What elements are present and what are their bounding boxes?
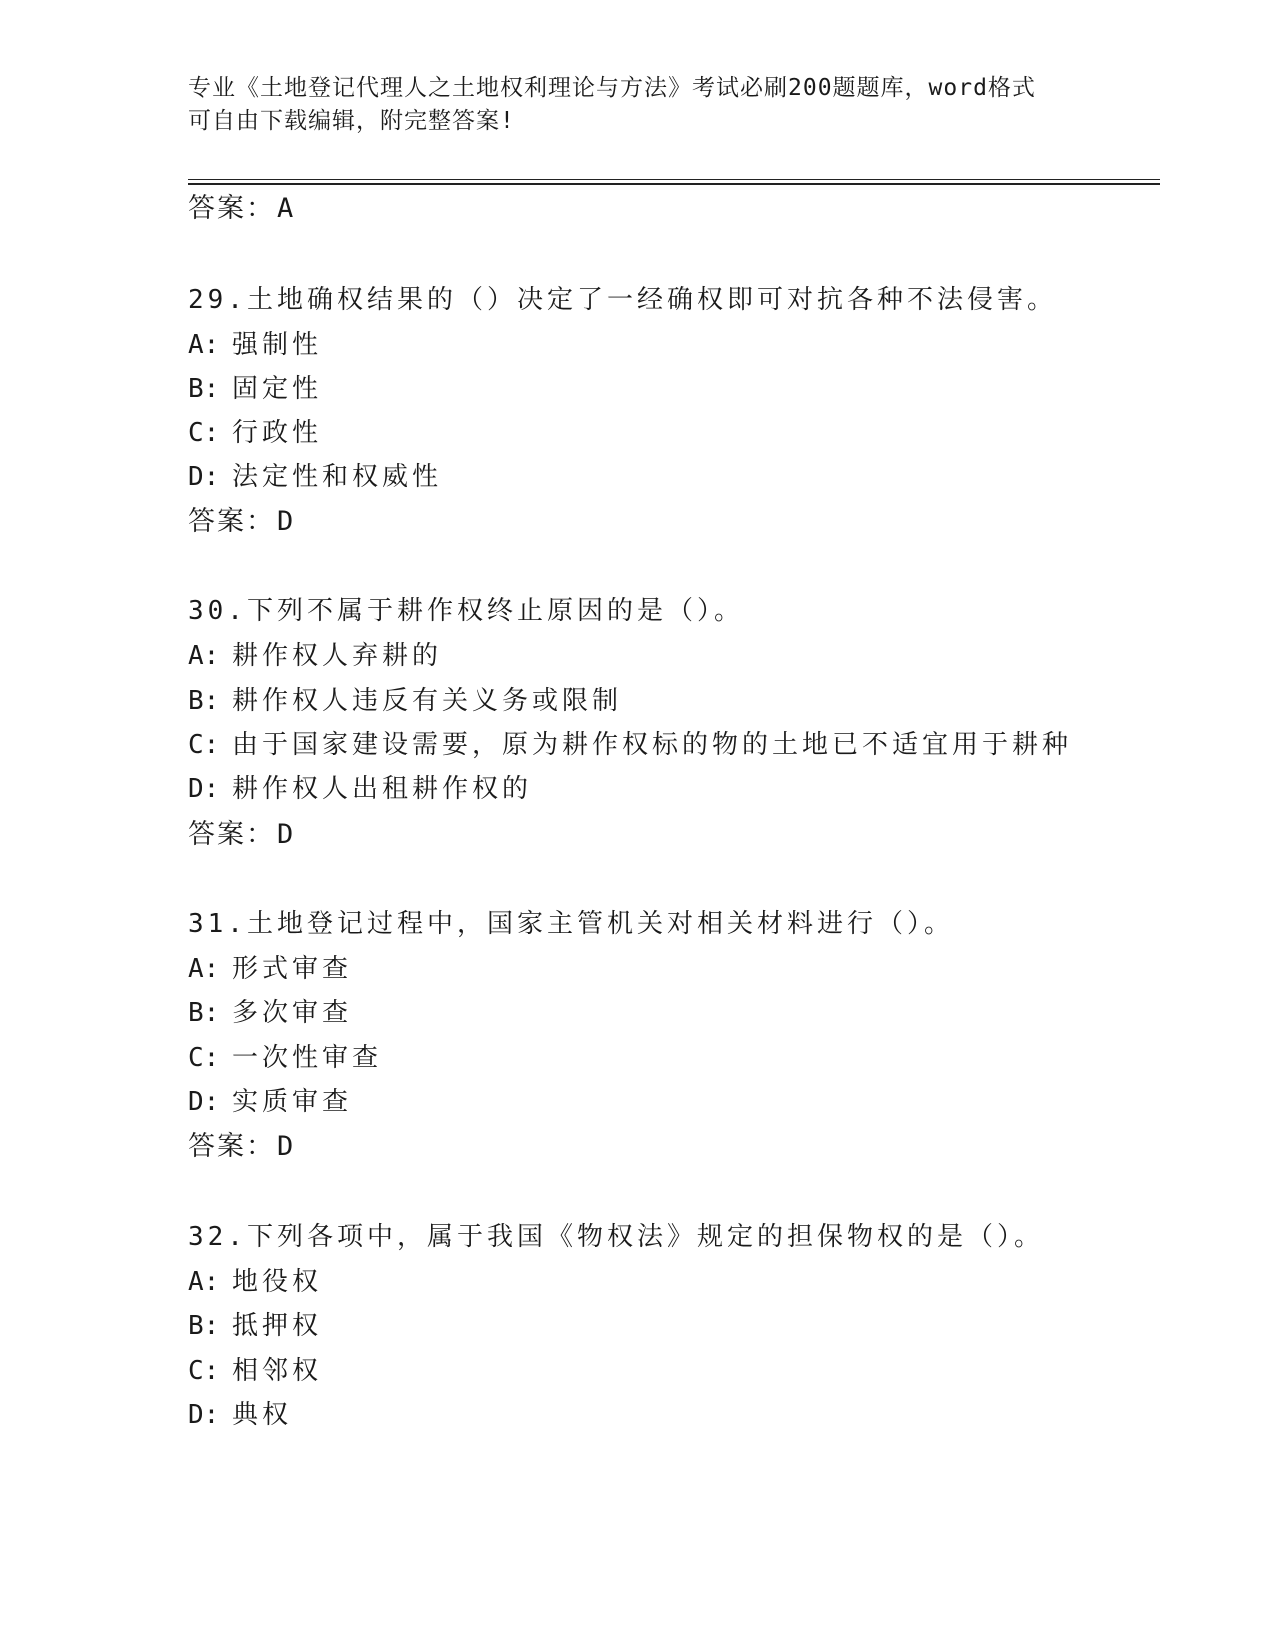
answer-label: 答案： <box>188 193 275 224</box>
option-text: 形式审查 <box>232 954 353 984</box>
header-divider-thin <box>188 179 1160 180</box>
option-key: B: <box>188 1311 220 1341</box>
answer-value: D <box>277 506 294 537</box>
option-text: 固定性 <box>232 374 323 404</box>
question-stem: 32.下列各项中，属于我国《物权法》规定的担保物权的是（）。 <box>188 1222 1044 1252</box>
option-key: D: <box>188 1400 220 1430</box>
option-text: 多次审查 <box>232 998 353 1028</box>
option-key: D: <box>188 462 220 492</box>
option-c <box>188 1354 322 1388</box>
option-b <box>188 684 622 718</box>
option-key: B: <box>188 998 220 1028</box>
option-text: 由于国家建设需要，原为耕作权标的物的土地已不适宜用于耕种 <box>232 730 1073 760</box>
option-key: B: <box>188 374 220 404</box>
option-key: C: <box>188 730 220 760</box>
header-line-1: 专业《土地登记代理人之土地权利理论与方法》考试必刷200题题库，word格式 <box>188 75 1036 101</box>
option-b <box>188 996 352 1030</box>
question-stem: 30.下列不属于耕作权终止原因的是（）。 <box>188 596 744 626</box>
option-text: 相邻权 <box>232 1356 323 1386</box>
answer-label: 答案： <box>188 819 275 850</box>
option-c <box>188 728 1072 762</box>
option-b <box>188 372 322 406</box>
question-stem: 29.土地确权结果的（）决定了一经确权即可对抗各种不法侵害。 <box>188 285 1057 315</box>
option-text: 耕作权人违反有关义务或限制 <box>232 686 623 716</box>
option-d <box>188 772 532 806</box>
option-text: 行政性 <box>232 418 323 448</box>
option-b <box>188 1309 322 1343</box>
option-d <box>188 460 442 494</box>
answer-value: A <box>277 193 294 224</box>
option-key: C: <box>188 1043 220 1073</box>
option-text: 地役权 <box>232 1267 323 1297</box>
answer-line <box>188 192 293 226</box>
answer-value: D <box>277 819 294 850</box>
option-a <box>188 328 322 362</box>
option-key: A: <box>188 954 220 984</box>
document-header <box>188 72 1088 138</box>
option-d <box>188 1398 292 1432</box>
option-text: 强制性 <box>232 330 323 360</box>
answer-value: D <box>277 1131 294 1162</box>
option-key: A: <box>188 1267 220 1297</box>
option-c <box>188 1041 382 1075</box>
option-key: D: <box>188 774 220 804</box>
option-a <box>188 639 442 673</box>
option-text: 耕作权人弃耕的 <box>232 641 443 671</box>
option-key: A: <box>188 330 220 360</box>
option-c <box>188 416 322 450</box>
option-text: 典权 <box>232 1400 293 1430</box>
option-text: 抵押权 <box>232 1311 323 1341</box>
answer-label: 答案： <box>188 506 275 537</box>
option-a <box>188 952 352 986</box>
header-divider-thick <box>188 183 1160 185</box>
option-text: 耕作权人出租耕作权的 <box>232 774 533 804</box>
option-a <box>188 1265 322 1299</box>
answer-label: 答案： <box>188 1131 275 1162</box>
option-text: 一次性审查 <box>232 1043 383 1073</box>
option-key: C: <box>188 1356 220 1386</box>
option-text: 法定性和权威性 <box>232 462 443 492</box>
header-line-2: 可自由下载编辑，附完整答案! <box>188 108 515 134</box>
option-key: A: <box>188 641 220 671</box>
answer-line <box>188 1130 293 1164</box>
option-key: D: <box>188 1087 220 1117</box>
question-stem: 31.土地登记过程中，国家主管机关对相关材料进行（）。 <box>188 909 954 939</box>
option-key: B: <box>188 686 220 716</box>
answer-line <box>188 818 293 852</box>
option-d <box>188 1085 352 1119</box>
answer-line <box>188 505 293 539</box>
option-text: 实质审查 <box>232 1087 353 1117</box>
option-key: C: <box>188 418 220 448</box>
